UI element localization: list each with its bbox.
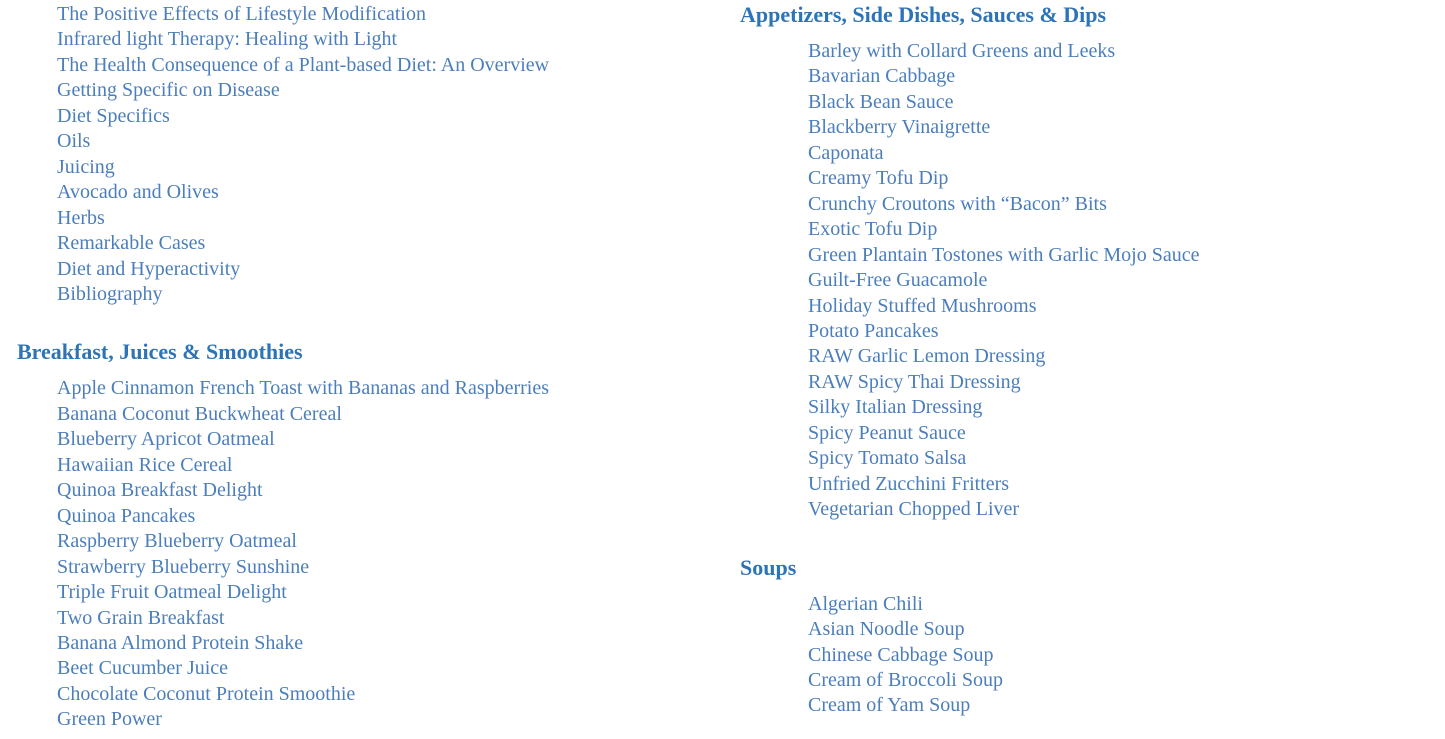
toc-entry-link[interactable]: Hawaiian Rice Cereal <box>57 453 233 476</box>
toc-item-list <box>57 376 717 732</box>
toc-entry-link[interactable]: Green Plantain Tostones with Garlic Mojo Sauce <box>808 243 1200 266</box>
toc-section <box>740 2 1440 523</box>
toc-entry-link[interactable]: Triple Fruit Oatmeal Delight <box>57 581 287 604</box>
toc-entry-link[interactable]: The Positive Effects of Lifestyle Modification <box>57 3 426 25</box>
toc-entry-link[interactable]: Vegetarian Chopped Liver <box>808 498 1020 521</box>
toc-entry-link[interactable]: RAW Spicy Thai Dressing <box>808 370 1021 393</box>
toc-entry-link[interactable]: Banana Almond Protein Shake <box>57 631 304 654</box>
toc-entry-link[interactable]: Cream of Broccoli Soup <box>808 668 1003 691</box>
toc-entry-link[interactable]: Creamy Tofu Dip <box>808 167 949 190</box>
toc-entry-link[interactable]: Infrared light Therapy: Healing with Light <box>57 28 398 51</box>
toc-entry-link[interactable]: Bavarian Cabbage <box>808 65 956 88</box>
toc-section-heading[interactable]: Breakfast, Juices & Smoothies <box>17 339 303 365</box>
toc-column-right <box>740 2 1440 719</box>
toc-entry-link[interactable]: Caponata <box>808 141 884 164</box>
toc-item-list <box>57 2 717 307</box>
toc-entry-link[interactable]: Chinese Cabbage Soup <box>808 643 994 666</box>
toc-section <box>17 2 717 307</box>
toc-entry-link[interactable]: Asian Noodle Soup <box>808 618 965 641</box>
toc-entry-link[interactable]: Black Bean Sauce <box>808 90 954 113</box>
toc-entry-link[interactable]: Crunchy Croutons with “Bacon” Bits <box>808 192 1107 215</box>
toc-entry-link[interactable]: Green Power <box>57 708 162 731</box>
toc-entry-link[interactable]: Apple Cinnamon French Toast with Bananas and Raspberries <box>57 377 550 400</box>
toc-section <box>740 555 1440 719</box>
toc-entry-link[interactable]: Unfried Zucchini Fritters <box>808 472 1010 495</box>
toc-entry-link[interactable]: Two Grain Breakfast <box>57 606 225 629</box>
toc-entry-link[interactable]: Potato Pancakes <box>808 319 939 342</box>
toc-entry-link[interactable]: Remarkable Cases <box>57 232 206 255</box>
toc-entry-link[interactable]: Herbs <box>57 206 105 229</box>
toc-entry-link[interactable]: Quinoa Pancakes <box>57 504 196 527</box>
toc-entry-link[interactable]: Raspberry Blueberry Oatmeal <box>57 530 297 553</box>
toc-entry-link[interactable]: Guilt-Free Guacamole <box>808 269 988 292</box>
toc-entry-link[interactable]: Spicy Peanut Sauce <box>808 421 966 444</box>
toc-entry-link[interactable]: Exotic Tofu Dip <box>808 218 938 241</box>
toc-entry-link[interactable]: Spicy Tomato Salsa <box>808 447 967 470</box>
toc-section-heading[interactable]: Soups <box>740 554 797 580</box>
toc-entry-link[interactable]: Beet Cucumber Juice <box>57 657 229 680</box>
toc-entry-link[interactable]: Algerian Chili <box>808 592 923 615</box>
toc-entry-link[interactable]: The Health Consequence of a Plant-based Diet: An Overview <box>57 53 550 76</box>
toc-entry-link[interactable]: Avocado and Olives <box>57 181 219 204</box>
toc-entry-link[interactable]: Cream of Yam Soup <box>808 694 971 717</box>
toc-entry-link[interactable]: Banana Coconut Buckwheat Cereal <box>57 402 342 425</box>
toc-entry-link[interactable]: Blackberry Vinaigrette <box>808 116 991 139</box>
toc-entry-link[interactable]: Blueberry Apricot Oatmeal <box>57 428 275 451</box>
toc-entry-link[interactable]: Getting Specific on Disease <box>57 79 280 102</box>
toc-entry-link[interactable]: Chocolate Coconut Protein Smoothie <box>57 682 356 705</box>
toc-section <box>17 339 717 732</box>
toc-section-heading[interactable]: Appetizers, Side Dishes, Sauces & Dips <box>740 2 1107 27</box>
toc-entry-link[interactable]: Diet Specifics <box>57 104 170 127</box>
toc-entry-link[interactable]: Holiday Stuffed Mushrooms <box>808 294 1037 317</box>
toc-entry-link[interactable]: Diet and Hyperactivity <box>57 257 241 280</box>
toc-entry-link[interactable]: Strawberry Blueberry Sunshine <box>57 555 310 578</box>
toc-entry-link[interactable]: Silky Italian Dressing <box>808 396 983 419</box>
toc-entry-link[interactable]: Quinoa Breakfast Delight <box>57 479 263 502</box>
toc-entry-link[interactable]: RAW Garlic Lemon Dressing <box>808 345 1046 368</box>
toc-entry-link[interactable]: Oils <box>57 130 91 153</box>
toc-entry-link[interactable]: Bibliography <box>57 282 163 305</box>
toc-column-left <box>17 2 717 733</box>
toc-entry-link[interactable]: Juicing <box>57 155 115 178</box>
toc-item-list <box>808 592 1440 719</box>
toc-entry-link[interactable]: Barley with Collard Greens and Leeks <box>808 40 1116 62</box>
toc-item-list <box>808 39 1440 523</box>
